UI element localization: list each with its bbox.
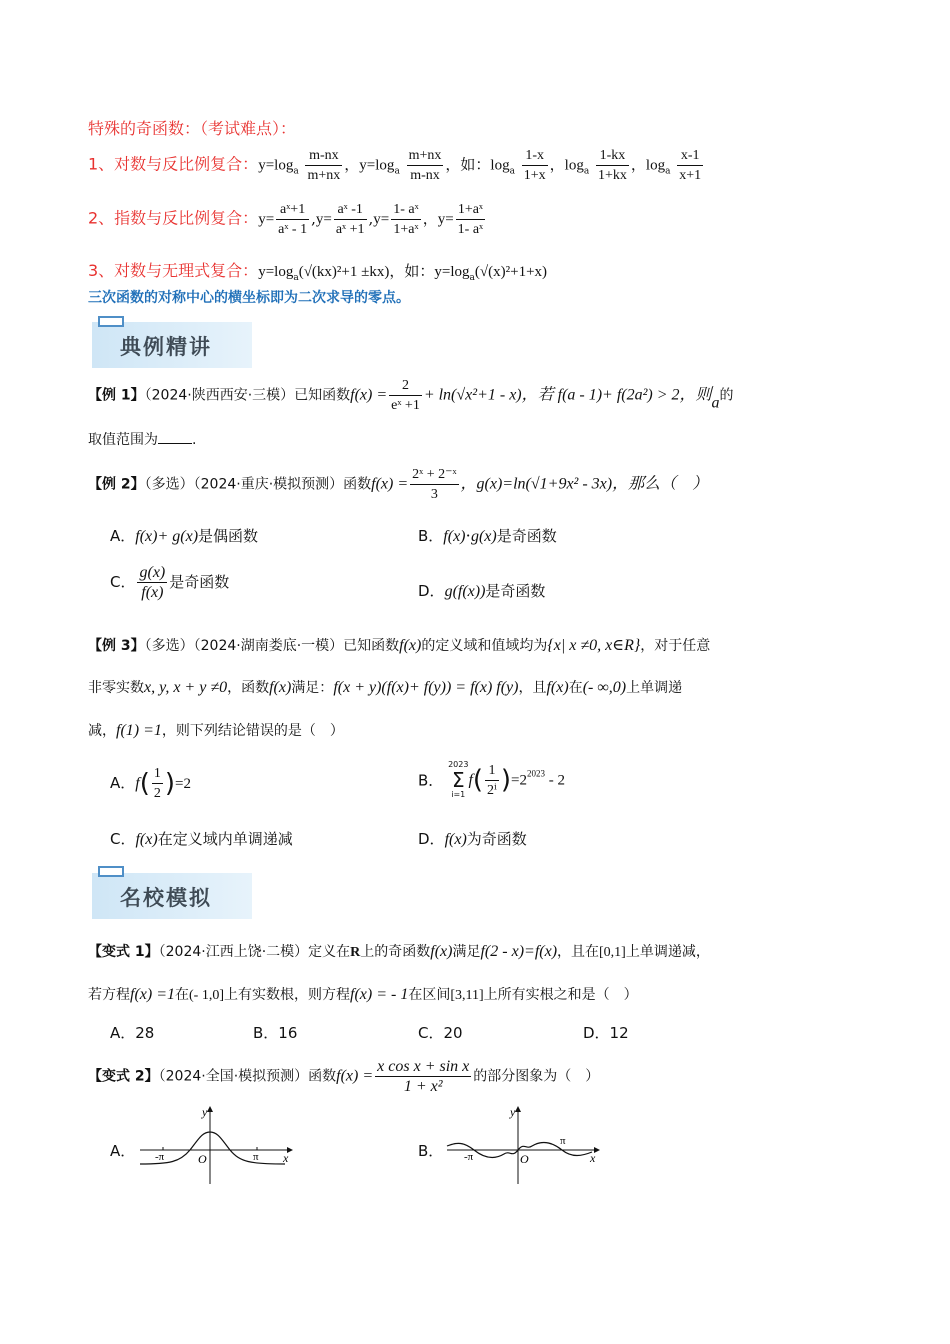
fraction: $\frac{\text{2ˣ + 2⁻ˣ}}{3}$ <box>412 467 457 502</box>
banner-tab-icon <box>98 866 124 877</box>
special-odd-line-1: 1、对数与反比例复合：$y=\log_a$ $\frac{m-nx}{m+nx}$ ，$y=\log_a$ $\frac{m+nx}{m-nx}$ ，如：$\log_a$ $\frac{1-x}{1+x}$ ，$\log_a$ $\frac{1-kx}{1+kx}$ ，$\log_a$ $\frac{x-1}{x+1}$ <box>88 148 702 183</box>
fraction: $\frac{\text{x cos x + sin x}}{\text{1 + x²}}$ <box>377 1058 470 1095</box>
x-label: x <box>590 1151 596 1165</box>
variant-2-option-b[interactable]: B． <box>418 1142 444 1160</box>
special-odd-title: 特殊的奇函数：（考试难点）： <box>88 119 297 138</box>
example-2-option-a[interactable]: A．f(x)+ g(x)是偶函数 <box>110 527 259 545</box>
special-odd-line-2: 2、指数与反比例复合：y= $\frac{\text{aˣ+1}}{\text{aˣ - 1}}$ ,y= $\frac{\text{aˣ -1}}{\text{aˣ +1}}$ ,y= $\frac{\text{1- aˣ}}{\text{1+aˣ}}$ ，y= $\frac{\text{1+aˣ}}{\text{1- aˣ}}$ <box>88 202 484 237</box>
fraction: $\frac{\text{1- aˣ}}{\text{1+aˣ}}$ <box>393 202 419 237</box>
banner-tab-icon <box>98 316 124 327</box>
variant-1-line-2: 若方程f(x) =1在(- 1,0]上有实数根，则方程f(x) = - 1在区间[3,11]上所有实根之和是（ ） <box>88 986 638 1003</box>
fraction: $\frac{2}{\text{eˣ +1}}$ <box>391 378 420 413</box>
fraction: $\frac{\text{aˣ -1}}{\text{aˣ +1}}$ <box>335 202 365 237</box>
fraction: $\frac{1-kx}{1+kx}$ <box>597 148 627 183</box>
origin-label: O <box>198 1152 207 1166</box>
variant-1-option-a[interactable]: A．28 <box>110 1024 155 1042</box>
fraction: $\frac{m+nx}{m-nx}$ <box>408 148 442 183</box>
origin-label: O <box>520 1152 529 1166</box>
section-title-mock: 名校模拟 <box>120 886 212 910</box>
example-2: 【例 2】（多选）（2024·重庆·模拟预测）函数f(x) = $\frac{\text{2ˣ + 2⁻ˣ}}{3}$ ，g(x)=ln(√1+9x² - 3x)，那么（ ） <box>88 467 709 502</box>
example-3-option-a[interactable]: A．f( $\frac{1}{2}$ )=2 <box>110 766 191 801</box>
example-1: 【例 1】（2024·陕西西安·三模）已知函数f(x) = $\frac{2}{\text{eˣ +1}}$ + ln(√x²+1 - x)，若 f(a - 1)+ f(2a²) > 2，则a的 <box>88 378 734 413</box>
variant-2: 【变式 2】（2024·全国·模拟预测）函数f(x) = $\frac{\text{x cos x + sin x}}{\text{1 + x²}}$ 的部分图象为（ ） <box>88 1058 600 1095</box>
special-odd-line-3: 3、对数与无理式复合：$y=\log_a(√(kx)^2+1 \pm kx)$，如：$y=\log_a(√(x)^2+1+x)$ <box>88 261 548 283</box>
cubic-note: 三次函数的对称中心的横坐标即为二次求导的零点。 <box>88 290 410 306</box>
y-axis-arrow-icon <box>515 1106 521 1112</box>
fraction: $\frac{1}{2}$ <box>153 766 161 801</box>
fraction: $\frac{1}{\text{2ⁱ}}$ <box>487 762 497 798</box>
y-label: y <box>510 1105 516 1119</box>
example-3-option-b[interactable]: B． 2023 Σ i=1 f( $\frac{1}{\text{2ⁱ}}$ )$=2^{2023} - 2$ <box>418 760 565 799</box>
section-title-examples: 典例精讲 <box>120 335 212 359</box>
graph-option-b[interactable] <box>442 1102 607 1186</box>
example-2-option-c[interactable]: C． $\frac{g(x)}{f(x)}$ 是奇函数 <box>110 564 230 601</box>
summation: 2023 Σ i=1 <box>448 760 469 799</box>
variant-1-option-c[interactable]: C．20 <box>418 1024 463 1042</box>
example-3: 【例 3】（多选）（2024·湖南娄底·一模）已知函数f(x)的定义域和值域均为{x| x ≠0, x∈R}，对于任意 <box>88 637 711 654</box>
fraction: $\frac{g(x)}{f(x)}$ <box>139 564 166 601</box>
pi-label: π <box>560 1135 566 1147</box>
fraction: $\frac{m-nx}{m+nx}$ <box>307 148 341 183</box>
x-label: x <box>283 1151 289 1165</box>
example-3-line-3: 减，f(1) =1，则下列结论错误的是（ ） <box>88 722 344 739</box>
example-3-option-c[interactable]: C．f(x)在定义域内单调递减 <box>110 830 293 848</box>
graph-option-a[interactable] <box>135 1102 300 1186</box>
variant-2-option-a[interactable]: A． <box>110 1142 136 1160</box>
neg-pi-label: -π <box>464 1151 474 1163</box>
y-label: y <box>202 1105 208 1119</box>
neg-pi-label: -π <box>155 1151 165 1163</box>
fraction: $\frac{\text{aˣ+1}}{\text{aˣ - 1}}$ <box>278 202 308 237</box>
example-2-option-d[interactable]: D．g(f(x))是奇函数 <box>418 582 546 600</box>
answer-blank <box>158 431 192 444</box>
variant-1: 【变式 1】（2024·江西上饶·二模）定义在R上的奇函数f(x)满足f(2 - x)=f(x)，且在[0,1]上单调递减， <box>88 943 710 960</box>
example-3-option-d[interactable]: D．f(x)为奇函数 <box>418 830 527 848</box>
example-2-option-b[interactable]: B．f(x)⋅g(x)是奇函数 <box>418 527 557 545</box>
y-axis-arrow-icon <box>207 1106 213 1112</box>
fraction: $\frac{1-x}{1+x}$ <box>523 148 546 183</box>
fraction: $\frac{\text{1+aˣ}}{\text{1- aˣ}}$ <box>457 202 484 237</box>
variant-1-option-d[interactable]: D．12 <box>583 1024 629 1042</box>
example-3-line-2: 非零实数x, y, x + y ≠0，函数f(x)满足：f(x + y)(f(x)+ f(y)) = f(x) f(y)，且f(x)在(- ∞,0)上单调递 <box>88 679 683 696</box>
variant-1-option-b[interactable]: B．16 <box>253 1024 298 1042</box>
fraction: $\frac{x-1}{x+1}$ <box>679 148 702 183</box>
pi-label: π <box>253 1151 259 1163</box>
example-1-line-2: 取值范围为 . <box>88 432 197 448</box>
